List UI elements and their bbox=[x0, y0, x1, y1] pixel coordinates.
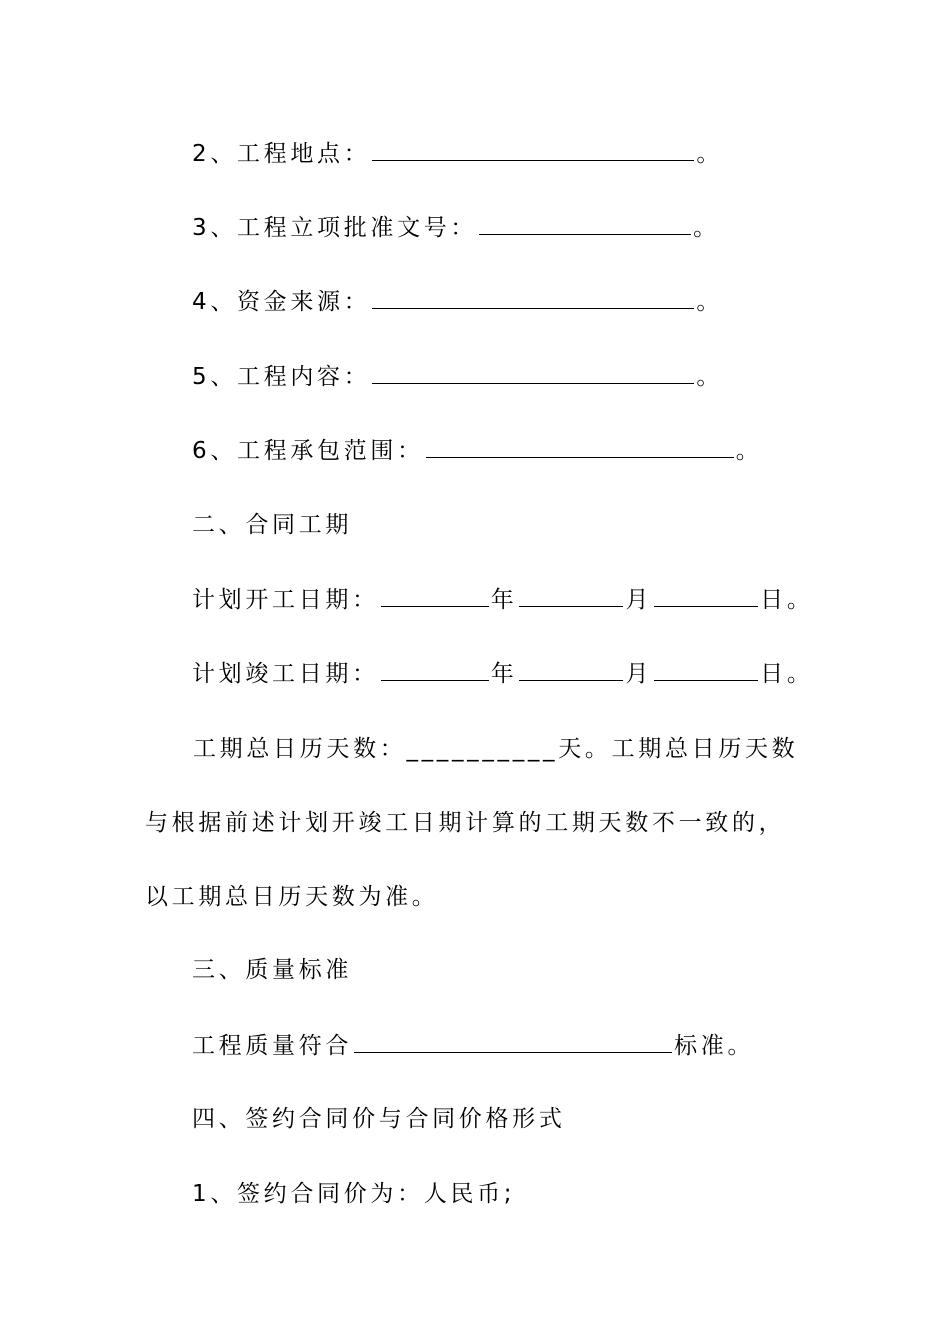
item-label: 3、工程立项批准文号： bbox=[192, 215, 478, 241]
item-contract-scope bbox=[192, 435, 762, 466]
item-tail: 。 bbox=[693, 215, 720, 241]
item-project-content bbox=[192, 361, 723, 392]
item-label: 5、工程内容： bbox=[192, 364, 371, 390]
item-approval-number bbox=[192, 212, 720, 243]
item-label: 6、工程承包范围： bbox=[192, 438, 424, 464]
quality-standard-line bbox=[192, 1030, 754, 1061]
contract-price-line: 1、签约合同价为：人民币; bbox=[192, 1181, 516, 1207]
item-project-location bbox=[192, 138, 723, 169]
quality-suffix: 标准。 bbox=[674, 1033, 755, 1059]
month-unit: 月 bbox=[625, 587, 653, 613]
blank-underline[interactable] bbox=[426, 435, 734, 458]
item-label: 2、工程地点： bbox=[192, 141, 371, 167]
blank-underline[interactable] bbox=[372, 286, 694, 309]
section-heading-schedule: 二、合同工期 bbox=[192, 512, 353, 538]
item-tail: 。 bbox=[735, 438, 763, 464]
section-heading-contract-price: 四、签约合同价与合同价格形式 bbox=[192, 1106, 566, 1132]
blank-underline[interactable] bbox=[372, 138, 694, 161]
day-unit: 日。 bbox=[760, 587, 814, 613]
day-unit: 日。 bbox=[760, 661, 814, 687]
blank-underline[interactable] bbox=[479, 212, 691, 235]
quality-prefix: 工程质量符合 bbox=[192, 1033, 353, 1059]
month-unit: 月 bbox=[625, 661, 653, 687]
blank-underline[interactable] bbox=[372, 361, 694, 384]
item-tail: 。 bbox=[696, 364, 724, 390]
total-calendar-days-paragraph: 工期总日历天数：__________天。工期总日历天数与根据前述计划开竣工日期计算的工期天数不一致的，以工期总日历天数为准。 bbox=[145, 736, 799, 910]
date-label: 计划竣工日期： bbox=[192, 661, 379, 687]
planned-start-date bbox=[192, 584, 814, 615]
day-blank[interactable] bbox=[654, 584, 758, 607]
item-fund-source bbox=[192, 286, 723, 317]
section-heading-quality: 三、质量标准 bbox=[192, 957, 353, 983]
blank-underline[interactable] bbox=[354, 1030, 672, 1053]
year-unit: 年 bbox=[490, 587, 518, 613]
item-label: 4、资金来源： bbox=[192, 289, 371, 315]
date-label: 计划开工日期： bbox=[192, 587, 379, 613]
item-tail: 。 bbox=[696, 141, 724, 167]
year-blank[interactable] bbox=[381, 658, 489, 681]
item-tail: 。 bbox=[696, 289, 724, 315]
day-blank[interactable] bbox=[654, 658, 758, 681]
month-blank[interactable] bbox=[519, 584, 623, 607]
year-blank[interactable] bbox=[381, 584, 489, 607]
year-unit: 年 bbox=[490, 661, 518, 687]
month-blank[interactable] bbox=[519, 658, 623, 681]
planned-finish-date bbox=[192, 658, 814, 689]
